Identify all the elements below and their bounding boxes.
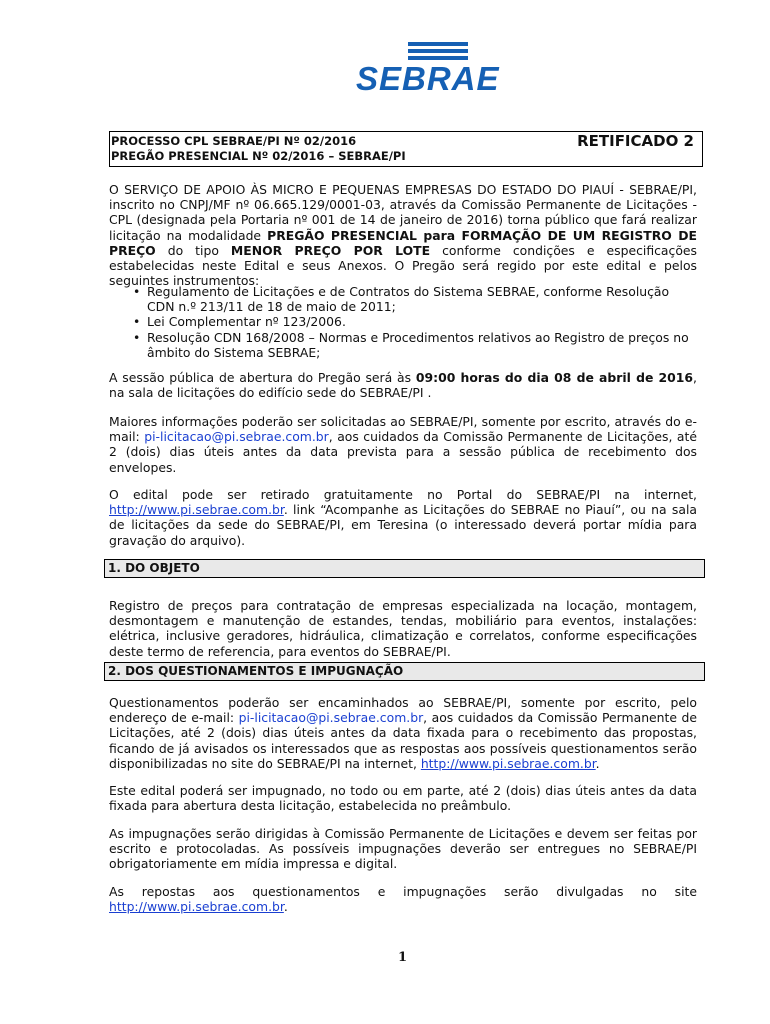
list-item: • Regulamento de Licitações e de Contratos do Sistema SEBRAE, conforme Resolução CDN n.º 213/11 de 18 de maio de 2011; xyxy=(133,284,670,315)
email-link[interactable]: pi-licitacao@pi.sebrae.com.br xyxy=(238,710,424,726)
section-objeto-header: 1. DO OBJETO xyxy=(104,559,705,578)
edital-paragraph: O edital pode ser retirado gratuitamente no Portal do SEBRAE/PI na internet, http://www.pi.sebrae.com.br. link “Acompanhe as Licitações do SEBRAE no Piauí”, ou na sala de licitações da sede do SEBRAE/PI, em Teresina (o interessado deverá portar mídia para gravação do arquivo). xyxy=(109,487,697,548)
list-item: • Lei Complementar nº 123/2006. xyxy=(133,314,346,330)
list-item: • Resolução CDN 168/2008 – Normas e Procedimentos relativos ao Registro de preços no âmbito do Sistema SEBRAE; xyxy=(133,329,689,360)
pregao-number: PREGÃO PRESENCIAL Nº 02/2016 – SEBRAE/PI xyxy=(111,149,406,163)
sebrae-site-link[interactable]: http://www.pi.sebrae.com.br xyxy=(109,502,284,518)
sebrae-site-link[interactable]: http://www.pi.sebrae.com.br xyxy=(109,899,284,915)
impugnacoes-paragraph: As impugnações serão dirigidas à Comissão Permanente de Licitações e devem ser feitas por escrito e protocoladas. As possíveis impugnações deverão ser entregues no SEBRAE/PI obrigatoriamente em mídia impressa e digital. xyxy=(109,826,697,872)
session-paragraph: A sessão pública de abertura do Pregão será às 09:00 horas do dia 08 de abril de 2016, na sala de licitações do edifício sede do SEBRAE/PI . xyxy=(109,370,697,401)
process-header-text xyxy=(111,134,406,164)
impugnacao-paragraph: Este edital poderá ser impugnado, no todo ou em parte, até 2 (dois) dias úteis antes da data fixada para abertura desta licitação, estabelecida no preâmbulo. xyxy=(109,783,697,814)
email-link[interactable]: pi-licitacao@pi.sebrae.com.br xyxy=(144,429,329,445)
info-paragraph: Maiores informações poderão ser solicitadas ao SEBRAE/PI, somente por escrito, através do e-mail: pi-licitacao@pi.sebrae.com.br, aos cuidados da Comissão Permanente de Licitações, até 2 (dois) dias úteis antes da data prevista para a sessão pública de recebimento dos envelopes. xyxy=(109,414,697,475)
sebrae-site-link[interactable]: http://www.pi.sebrae.com.br xyxy=(420,755,596,771)
process-number: PROCESSO CPL SEBRAE/PI Nº 02/2016 xyxy=(111,134,357,148)
retificado-label: RETIFICADO 2 xyxy=(577,132,694,150)
sebrae-logo xyxy=(350,42,520,97)
instruments-list xyxy=(109,284,697,360)
objeto-paragraph: Registro de preços para contratação de empresas especializada na locação, montagem, desmontagem e manutenção de estandes, tendas, mobiliário para eventos, instalações: elétrica, inclusive geradores, hidráulica, climatização e correlatos, conforme especificações deste termo de referencia, para eventos do SEBRAE/PI. xyxy=(109,598,697,659)
respostas-paragraph: As repostas aos questionamentos e impugnações serão divulgadas no site http://www.pi.sebrae.com.br. xyxy=(109,884,697,915)
logo-text: SEBRAE xyxy=(356,60,500,97)
page-number: 1 xyxy=(398,950,408,965)
questionamentos-paragraph: Questionamentos poderão ser encaminhados ao SEBRAE/PI, somente por escrito, pelo endereço de e-mail: pi-licitacao@pi.sebrae.com.br, aos cuidados da Comissão Permanente de Licitações, até 2 (dois) dias úteis antes da data fixada para o recebimento das propostas, ficando de já avisados os interessados que as respostas aos possíveis questionamentos serão disponibilizadas no site do SEBRAE/PI na internet, http://www.pi.sebrae.com.br. xyxy=(109,695,697,771)
process-header-box xyxy=(109,131,703,167)
section-questionamentos-header: 2. DOS QUESTIONAMENTOS E IMPUGNAÇÃO xyxy=(104,662,705,681)
intro-paragraph: O SERVIÇO DE APOIO ÀS MICRO E PEQUENAS EMPRESAS DO ESTADO DO PIAUÍ - SEBRAE/PI, inscrito no CNPJ/MF nº 06.665.129/0001-03, através da Comissão Permanente de Licitações - CPL (designada pela Portaria nº 001 de 14 de janeiro de 2016) torna público que fará realizar licitação na modalidade PREGÃO PRESENCIAL para FORMAÇÃO DE UM REGISTRO DE PREÇO do tipo MENOR PREÇO POR LOTE conforme condições e especificações estabelecidas neste Edital e seus Anexos. O Pregão será regido por este edital e pelos seguintes instrumentos: xyxy=(109,182,697,289)
